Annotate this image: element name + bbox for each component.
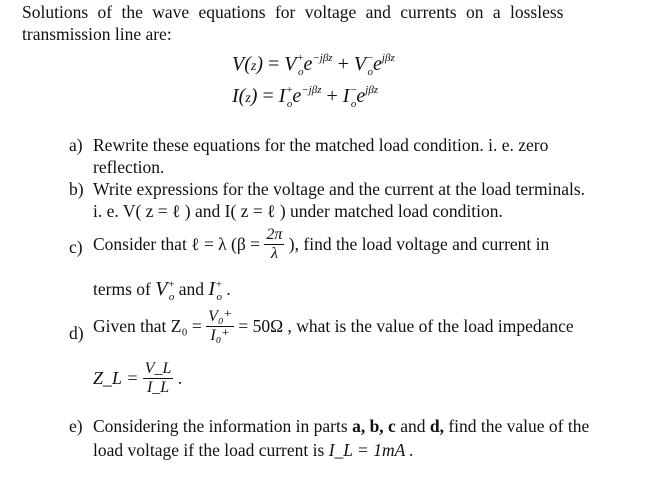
question-c-post: ), find the load voltage and current in <box>288 234 550 254</box>
load-current-expression: I_L = 1mA . <box>328 440 414 460</box>
voltage-equation: $V(z) = V^+_oe^{-j\beta z} + V^-_oe^{j\beta z}$ <box>232 52 395 78</box>
question-d-pre: Given that Z₀ = <box>93 316 202 336</box>
zl-fraction <box>143 360 174 397</box>
question-a-label: a) <box>69 135 83 155</box>
question-c-pre: Consider that ℓ = λ (β = <box>93 234 261 254</box>
question-b-line-2: i. e. V( z = ℓ ) and I( z = ℓ ) under matched load condition. <box>93 201 503 221</box>
zl-lhs: Z_L = <box>93 368 139 388</box>
question-e-and: and <box>400 416 426 436</box>
question-b-label: b) <box>69 179 84 199</box>
question-e-label: e) <box>69 416 83 436</box>
zl-fraction-den: I_L <box>146 379 170 396</box>
question-c-line-1 <box>93 226 549 266</box>
zl-expression <box>93 360 182 404</box>
intro-line-1: Solutions of the wave equations for voltage and currents on a lossless <box>22 2 564 22</box>
question-c-label: c) <box>69 237 83 257</box>
question-e-part-d: d, <box>429 416 444 436</box>
beta-fraction-den: λ <box>270 245 278 262</box>
question-e-line-2 <box>93 440 414 461</box>
question-d-label: d) <box>69 323 84 343</box>
question-c-terms: terms of <box>93 279 151 299</box>
question-e-post: find the value of the <box>448 416 590 436</box>
z0-fraction-den: I₀⁺ <box>210 327 230 344</box>
question-c-and: and <box>178 279 205 299</box>
question-d-line-1 <box>93 308 574 352</box>
intro-line-2: transmission line are: <box>22 24 172 44</box>
question-d-post: = 50Ω , what is the value of the load impedance <box>238 316 574 336</box>
current-equation: $I(z) = I^+_oe^{-j\beta z} + I^-_oe^{j\beta z}$ <box>232 84 379 110</box>
question-e-line-2-text: load voltage if the load current is <box>93 440 325 460</box>
question-b-line-1: Write expressions for the voltage and the current at the load terminals. <box>93 179 586 199</box>
zl-end: . <box>177 368 183 388</box>
z0-fraction <box>206 308 234 345</box>
question-a-line-2: reflection. <box>93 157 165 177</box>
beta-fraction-num: 2π <box>266 226 283 243</box>
question-c-end: . <box>226 279 231 299</box>
question-e-parts: a, b, c <box>352 416 396 436</box>
beta-fraction <box>264 226 284 263</box>
question-a-line-1: Rewrite these equations for the matched load condition. i. e. zero <box>93 135 549 155</box>
zl-fraction-num: V_L <box>144 360 172 377</box>
question-e-pre: Considering the information in parts <box>93 416 348 436</box>
question-c-line-2: terms of $V^+_o$ and $I^+_o$ . <box>93 278 231 303</box>
z0-fraction-num: V₀⁺ <box>208 308 232 325</box>
question-e-line-1 <box>93 416 589 437</box>
